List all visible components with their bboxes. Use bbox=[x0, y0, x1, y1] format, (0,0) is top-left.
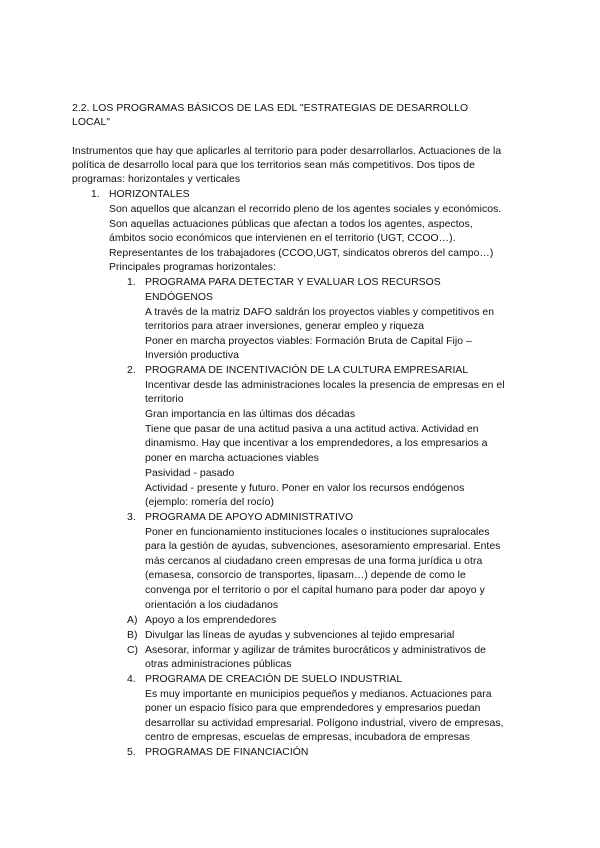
program-text: Actividad - presente y futuro. Poner en valor los recursos endógenos bbox=[145, 483, 465, 494]
program-text: Es muy importante en municipios pequeños y medianos. Actuaciones para bbox=[145, 689, 492, 700]
program-text: territorios para atraer inversiones, generar empleo y riqueza bbox=[145, 321, 425, 332]
program-text: Incentivar desde las administraciones locales la presencia de empresas en el bbox=[145, 380, 505, 391]
list-number: 1. bbox=[91, 189, 100, 200]
program-text: Poner en funcionamiento instituciones locales o instituciones supralocales bbox=[145, 527, 490, 538]
list-item-text: otras administraciones públicas bbox=[145, 659, 292, 670]
section-heading: LOCAL" bbox=[72, 117, 111, 128]
program-title: PROGRAMA DE INCENTIVACIÓN DE LA CULTURA EMPRESARIAL bbox=[145, 365, 469, 376]
program-text: Poner en marcha proyectos viables: Formación Bruta de Capital Fijo – bbox=[145, 336, 472, 347]
list-marker: C) bbox=[127, 645, 139, 656]
program-text: Gran importancia en las últimas dos décadas bbox=[145, 409, 356, 420]
program-text: Inversión productiva bbox=[145, 350, 239, 361]
program-text: territorio bbox=[145, 394, 184, 405]
list-item-text: Son aquellas actuaciones públicas que afectan a todos los agentes, aspectos, bbox=[109, 219, 473, 230]
program-text: Pasividad - pasado bbox=[145, 468, 235, 479]
list-item-title: HORIZONTALES bbox=[109, 189, 190, 200]
list-number: 5. bbox=[127, 747, 136, 758]
program-text: convenga por el territorio o por el capital humano para poder dar apoyo y bbox=[145, 585, 485, 596]
intro-paragraph: programas: horizontales y verticales bbox=[72, 174, 241, 185]
intro-paragraph: política de desarrollo local para que los territorios sean más competitivos. Dos tipos de bbox=[72, 160, 475, 171]
list-item-text: Divulgar las líneas de ayudas y subvenciones al tejido empresarial bbox=[145, 630, 455, 641]
list-item-text: Apoyo a los emprendedores bbox=[145, 615, 277, 626]
list-number: 2. bbox=[127, 365, 136, 376]
list-number: 3. bbox=[127, 512, 136, 523]
program-text: Tiene que pasar de una actitud pasiva a una actitud activa. Actividad en bbox=[145, 424, 479, 435]
program-title: PROGRAMA DE CREACIÓN DE SUELO INDUSTRIAL bbox=[145, 674, 403, 685]
program-title: PROGRAMA PARA DETECTAR Y EVALUAR LOS RECURSOS bbox=[145, 277, 441, 288]
program-text: para la gestión de ayudas, subvenciones, asesoramiento empresarial. Entes bbox=[145, 541, 501, 552]
list-marker: A) bbox=[127, 615, 138, 626]
program-text: desarrollar su actividad empresarial. Polígono industrial, vivero de empresas, bbox=[145, 718, 504, 729]
list-item-text: Son aquellos que alcanzan el recorrido pleno de los agentes sociales y económicos. bbox=[109, 204, 502, 215]
program-text: poner en marcha actuaciones viables bbox=[145, 453, 319, 464]
intro-paragraph: Instrumentos que hay que aplicarles al territorio para poder desarrollarlos. Actuaciones de la bbox=[72, 146, 502, 157]
program-title: ENDÓGENOS bbox=[145, 292, 213, 303]
program-text: (ejemplo: romería del rocío) bbox=[145, 497, 275, 508]
program-text: A través de la matriz DAFO saldrán los proyectos viables y competitivos en bbox=[145, 307, 495, 318]
list-item-text: Asesorar, informar y agilizar de trámites burocráticos y administrativos de bbox=[145, 645, 486, 656]
program-text: centro de empresas, escuelas de empresas, incubadora de empresas bbox=[145, 732, 470, 743]
program-title: PROGRAMA DE APOYO ADMINISTRATIVO bbox=[145, 512, 354, 523]
list-number: 4. bbox=[127, 674, 136, 685]
program-text: orientación a los ciudadanos bbox=[145, 600, 279, 611]
program-text: más cercanos al ciudadano creen empresas de una forma jurídica u otra bbox=[145, 556, 483, 567]
list-item-text: Representantes de los trabajadores (CCOO,UGT, sindicatos obreros del campo…) bbox=[109, 248, 494, 259]
program-text: dinamismo. Hay que incentivar a los emprendedores, a los empresarios a bbox=[145, 438, 488, 449]
program-text: (emasesa, consorcio de transportes, lipasam…) depende de como le bbox=[145, 570, 466, 581]
program-title: PROGRAMAS DE FINANCIACIÓN bbox=[145, 747, 309, 758]
list-item-text: ámbitos socio económicos que intervienen en el territorio (UGT, CCOO…). bbox=[109, 233, 456, 244]
section-heading: 2.2. LOS PROGRAMAS BÁSICOS DE LAS EDL "ESTRATEGIAS DE DESARROLLO bbox=[72, 103, 469, 114]
program-text: poner un espacio físico para que emprendedores y empresarios puedan bbox=[145, 703, 481, 714]
list-marker: B) bbox=[127, 630, 138, 641]
list-item-text: Principales programas horizontales: bbox=[109, 262, 276, 273]
list-number: 1. bbox=[127, 277, 136, 288]
